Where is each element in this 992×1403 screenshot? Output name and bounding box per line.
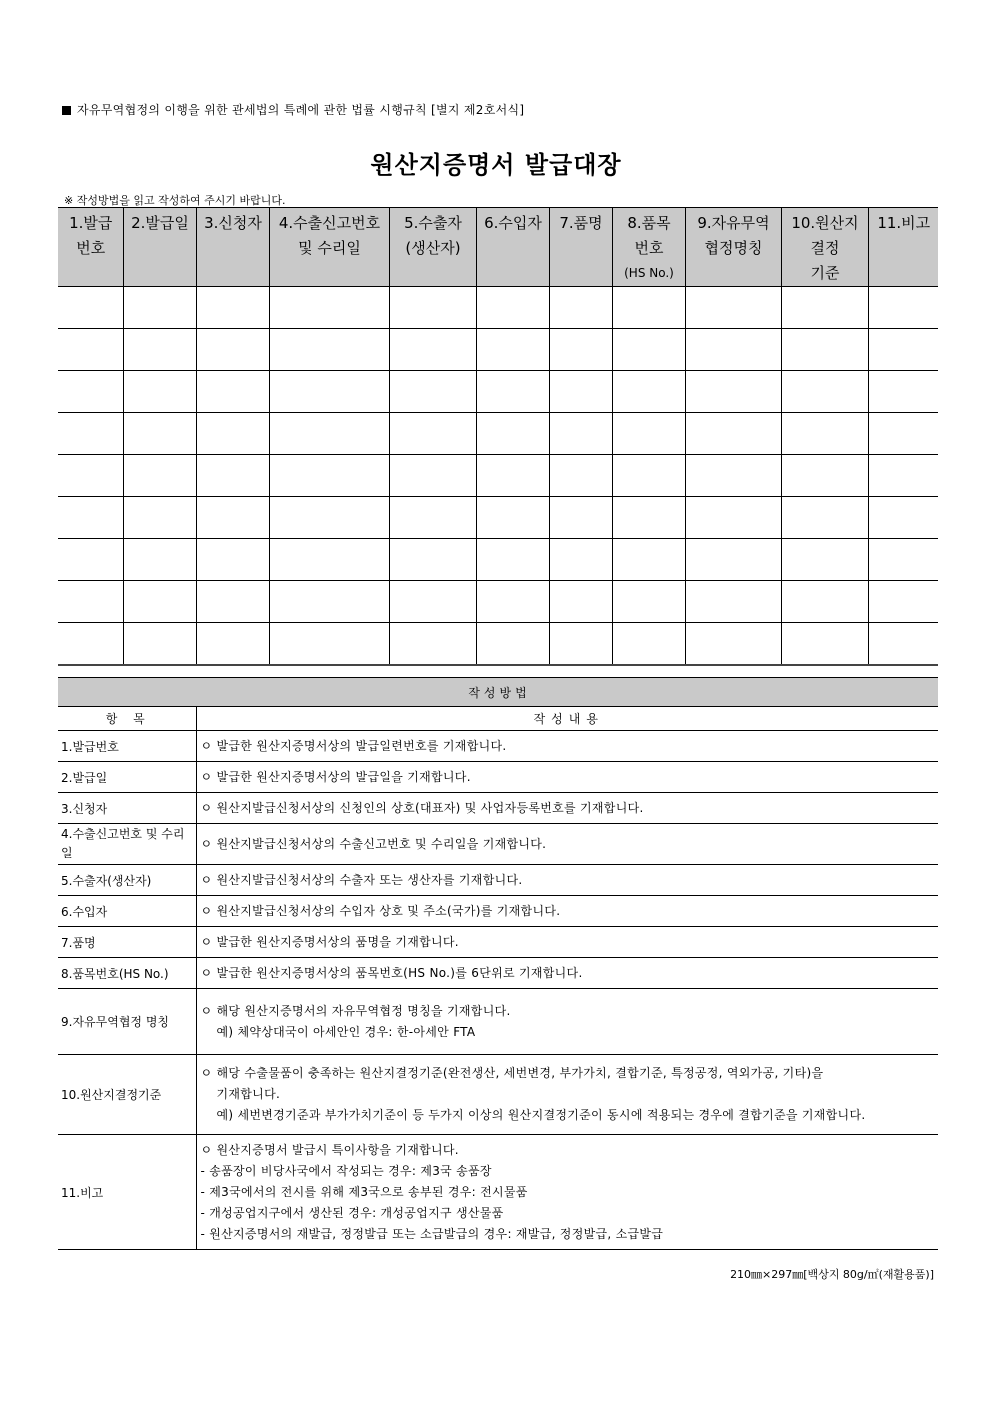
ledger-cell[interactable] [476, 497, 549, 539]
col-header-hs-number: 8.품목 번호 (HS No.) [612, 208, 685, 287]
ledger-cell[interactable] [612, 623, 685, 665]
ledger-cell[interactable] [389, 371, 476, 413]
ledger-cell[interactable] [269, 497, 389, 539]
ledger-cell[interactable] [612, 455, 685, 497]
col-header-exporter: 5.수출자 (생산자) [389, 208, 476, 287]
guide-item-content [196, 927, 938, 958]
ledger-cell[interactable] [781, 623, 868, 665]
ledger-cell[interactable] [781, 329, 868, 371]
guide-item-content [196, 1135, 938, 1250]
ledger-cell[interactable] [612, 413, 685, 455]
ledger-cell[interactable] [549, 623, 612, 665]
ledger-cell[interactable] [476, 287, 549, 329]
ledger-cell[interactable] [549, 371, 612, 413]
page-title: 원산지증명서 발급대장 [370, 151, 622, 179]
ledger-cell[interactable] [389, 539, 476, 581]
ledger-cell[interactable] [269, 413, 389, 455]
ledger-cell[interactable] [612, 581, 685, 623]
ledger-cell[interactable] [476, 623, 549, 665]
guide-column-header-row [58, 707, 938, 731]
ledger-cell[interactable] [685, 329, 781, 371]
guide-item-label: 1.발급번호 [58, 731, 196, 762]
ledger-cell[interactable] [196, 539, 269, 581]
square-bullet-icon [62, 106, 71, 115]
ledger-cell[interactable] [685, 413, 781, 455]
guide-item-label: 2.발급일 [58, 762, 196, 793]
guide-row [58, 824, 938, 865]
col-header-origin-criteria: 10.원산지 결정 기준 [781, 208, 868, 287]
ledger-row [58, 329, 938, 371]
ledger-cell[interactable] [58, 329, 123, 371]
ledger-cell[interactable] [868, 371, 938, 413]
ledger-cell[interactable] [868, 581, 938, 623]
guide-item-label: 9.자유무역협정 명칭 [58, 989, 196, 1055]
ledger-cell[interactable] [868, 413, 938, 455]
ledger-cell[interactable] [781, 581, 868, 623]
ledger-cell[interactable] [58, 497, 123, 539]
guide-item-label: 11.비고 [58, 1135, 196, 1250]
ledger-cell[interactable] [685, 455, 781, 497]
guide-col-content: 작성내용 [196, 707, 938, 731]
ledger-cell[interactable] [196, 287, 269, 329]
col-header-product-name: 7.품명 [549, 208, 612, 287]
guide-item-content [196, 989, 938, 1055]
ledger-cell[interactable] [123, 455, 196, 497]
ledger-cell[interactable] [549, 539, 612, 581]
col-header-importer: 6.수입자 [476, 208, 549, 287]
guide-item-label: 10.원산지결정기준 [58, 1055, 196, 1135]
guide-item-label: 3.신청자 [58, 793, 196, 824]
ledger-cell[interactable] [269, 371, 389, 413]
ledger-cell[interactable] [58, 371, 123, 413]
guide-item-content [196, 824, 938, 865]
paper-spec-note: 210㎜×297㎜[백상지 80g/㎡(재활용품)] [730, 1268, 934, 1281]
ledger-cell[interactable] [476, 371, 549, 413]
ledger-cell[interactable] [123, 287, 196, 329]
guide-col-item: 항 목 [58, 707, 196, 731]
ledger-cell[interactable] [269, 329, 389, 371]
ledger-cell[interactable] [269, 287, 389, 329]
ledger-cell[interactable] [123, 497, 196, 539]
guide-item-label: 6.수입자 [58, 896, 196, 927]
col-header-remarks: 11.비고 [868, 208, 938, 287]
ledger-cell[interactable] [389, 455, 476, 497]
ledger-cell[interactable] [389, 413, 476, 455]
ledger-cell[interactable] [196, 497, 269, 539]
ledger-cell[interactable] [781, 371, 868, 413]
issuance-ledger-table [58, 207, 938, 666]
guide-content-line: - 개성공업지구에서 생산된 경우: 개성공업지구 생산물품 [200, 1205, 504, 1220]
ledger-row [58, 371, 938, 413]
ledger-cell[interactable] [196, 371, 269, 413]
ledger-cell[interactable] [612, 539, 685, 581]
guide-content-line: 기재합니다. [216, 1087, 281, 1101]
ledger-row [58, 497, 938, 539]
col-header-issue-number: 1.발급 번호 [58, 208, 123, 287]
guide-item-label: 5.수출자(생산자) [58, 865, 196, 896]
col-header-issue-date: 2.발급일 [123, 208, 196, 287]
ledger-cell[interactable] [868, 287, 938, 329]
ledger-cell[interactable] [196, 413, 269, 455]
ledger-cell[interactable] [685, 623, 781, 665]
guide-content-line: 예) 세번변경기준과 부가가치기준이 등 두가지 이상의 원산지결정기준이 동시에 적용되는 경우에 결합기준을 기재합니다. [216, 1108, 866, 1122]
guide-row [58, 793, 938, 824]
ledger-cell[interactable] [58, 287, 123, 329]
ledger-cell[interactable] [196, 581, 269, 623]
ledger-cell[interactable] [196, 455, 269, 497]
instruction-note: ※ 작성방법을 읽고 작성하여 주시기 바랍니다. [64, 194, 286, 207]
ledger-cell[interactable] [868, 623, 938, 665]
ledger-cell[interactable] [685, 497, 781, 539]
ledger-cell[interactable] [781, 539, 868, 581]
guide-item-content [196, 731, 938, 762]
ledger-cell[interactable] [549, 455, 612, 497]
ledger-cell[interactable] [123, 623, 196, 665]
guide-content-line: - 송품장이 비당사국에서 작성되는 경우: 제3국 송품장 [200, 1163, 492, 1178]
ledger-cell[interactable] [612, 329, 685, 371]
ledger-row [58, 539, 938, 581]
guide-row [58, 989, 938, 1055]
guide-content-line: ㅇ 원산지발급신청서상의 수입자 상호 및 주소(국가)를 기재합니다. [200, 903, 561, 918]
ledger-cell[interactable] [612, 287, 685, 329]
ledger-cell[interactable] [476, 581, 549, 623]
ledger-cell[interactable] [685, 581, 781, 623]
ledger-cell[interactable] [868, 497, 938, 539]
guide-item-content [196, 896, 938, 927]
guide-item-label: 7.품명 [58, 927, 196, 958]
col-header-applicant: 3.신청자 [196, 208, 269, 287]
guide-item-content [196, 793, 938, 824]
writing-guide-table [58, 677, 938, 1250]
ledger-row [58, 455, 938, 497]
ledger-cell[interactable] [781, 455, 868, 497]
ledger-cell[interactable] [58, 413, 123, 455]
form-reference-note [62, 101, 524, 118]
ledger-cell[interactable] [58, 623, 123, 665]
ledger-cell[interactable] [549, 581, 612, 623]
guide-item-content [196, 865, 938, 896]
ledger-cell[interactable] [476, 539, 549, 581]
guide-content-line: 예) 체약상대국이 아세안인 경우: 한-아세안 FTA [216, 1024, 476, 1039]
ledger-cell[interactable] [868, 455, 938, 497]
ledger-cell[interactable] [123, 371, 196, 413]
ledger-cell[interactable] [685, 371, 781, 413]
ledger-header-row [58, 208, 938, 287]
ledger-cell[interactable] [612, 371, 685, 413]
ledger-cell[interactable] [781, 497, 868, 539]
guide-content-line: ㅇ 해당 원산지증명서의 자유무역협정 명칭을 기재합니다. [200, 1003, 511, 1018]
guide-row [58, 1135, 938, 1250]
ledger-cell[interactable] [123, 539, 196, 581]
ledger-cell[interactable] [196, 329, 269, 371]
ledger-cell[interactable] [58, 539, 123, 581]
ledger-cell[interactable] [123, 329, 196, 371]
ledger-cell[interactable] [781, 413, 868, 455]
guide-content-line: - 제3국에서의 전시를 위해 제3국으로 송부된 경우: 전시물품 [200, 1184, 528, 1199]
ledger-cell[interactable] [123, 581, 196, 623]
guide-content-line: ㅇ 원산지증명서 발급시 특이사항을 기재합니다. [200, 1142, 459, 1157]
ledger-cell[interactable] [549, 287, 612, 329]
ledger-cell[interactable] [476, 329, 549, 371]
ledger-cell[interactable] [269, 623, 389, 665]
ledger-cell[interactable] [389, 287, 476, 329]
guide-item-content [196, 762, 938, 793]
guide-item-content [196, 1055, 938, 1135]
ledger-cell[interactable] [549, 497, 612, 539]
ledger-cell[interactable] [868, 539, 938, 581]
ledger-cell[interactable] [389, 581, 476, 623]
col-header-export-declaration: 4.수출신고번호 및 수리일 [269, 208, 389, 287]
ledger-cell[interactable] [58, 455, 123, 497]
ledger-row [58, 413, 938, 455]
ledger-cell[interactable] [196, 623, 269, 665]
ledger-cell[interactable] [549, 413, 612, 455]
guide-content-line: ㅇ 발급한 원산지증명서상의 품목번호(HS No.)를 6단위로 기재합니다. [200, 965, 583, 980]
ledger-cell[interactable] [58, 581, 123, 623]
ledger-cell[interactable] [269, 539, 389, 581]
ledger-cell[interactable] [123, 413, 196, 455]
ledger-cell[interactable] [868, 329, 938, 371]
ledger-cell[interactable] [549, 329, 612, 371]
ledger-cell[interactable] [685, 539, 781, 581]
ledger-cell[interactable] [612, 497, 685, 539]
guide-content-line: ㅇ 발급한 원산지증명서상의 발급일련번호를 기재합니다. [200, 738, 507, 753]
guide-item-label: 4.수출신고번호 및 수리일 [58, 824, 196, 865]
ledger-row [58, 581, 938, 623]
guide-content-line: ㅇ 원산지발급신청서상의 수출신고번호 및 수리일을 기재합니다. [200, 836, 547, 851]
guide-row [58, 927, 938, 958]
guide-banner: 작성방법 [58, 678, 938, 707]
guide-item-label: 8.품목번호(HS No.) [58, 958, 196, 989]
ledger-cell[interactable] [389, 329, 476, 371]
guide-content-line: ㅇ 원산지발급신청서상의 수출자 또는 생산자를 기재합니다. [200, 872, 523, 887]
ledger-cell[interactable] [389, 497, 476, 539]
ledger-cell[interactable] [389, 623, 476, 665]
form-reference-text: 자유무역협정의 이행을 위한 관세법의 특례에 관한 법률 시행규칙 [별지 제2호서식] [77, 103, 525, 117]
guide-banner-row [58, 678, 938, 707]
guide-item-content [196, 958, 938, 989]
ledger-cell[interactable] [476, 413, 549, 455]
ledger-cell[interactable] [781, 287, 868, 329]
ledger-cell[interactable] [269, 581, 389, 623]
ledger-cell[interactable] [269, 455, 389, 497]
guide-content-line: - 원산지증명서의 재발급, 정정발급 또는 소급발급의 경우: 재발급, 정정발급, 소급발급 [200, 1226, 664, 1241]
guide-row [58, 896, 938, 927]
ledger-cell[interactable] [476, 455, 549, 497]
guide-row [58, 1055, 938, 1135]
ledger-cell[interactable] [685, 287, 781, 329]
guide-row [58, 865, 938, 896]
ledger-row [58, 287, 938, 329]
guide-row [58, 731, 938, 762]
guide-content-line: ㅇ 원산지발급신청서상의 신청인의 상호(대표자) 및 사업자등록번호를 기재합니다. [200, 800, 644, 815]
guide-row [58, 762, 938, 793]
col-header-fta-name: 9.자유무역 협정명칭 [685, 208, 781, 287]
guide-content-line: ㅇ 해당 수출물품이 충족하는 원산지결정기준(완전생산, 세번변경, 부가가치, 결합기준, 특정공정, 역외가공, 기타)을 [200, 1066, 824, 1080]
guide-row [58, 958, 938, 989]
guide-content-line: ㅇ 발급한 원산지증명서상의 품명을 기재합니다. [200, 934, 459, 949]
guide-content-line: ㅇ 발급한 원산지증명서상의 발급일을 기재합니다. [200, 769, 471, 784]
ledger-row [58, 623, 938, 665]
